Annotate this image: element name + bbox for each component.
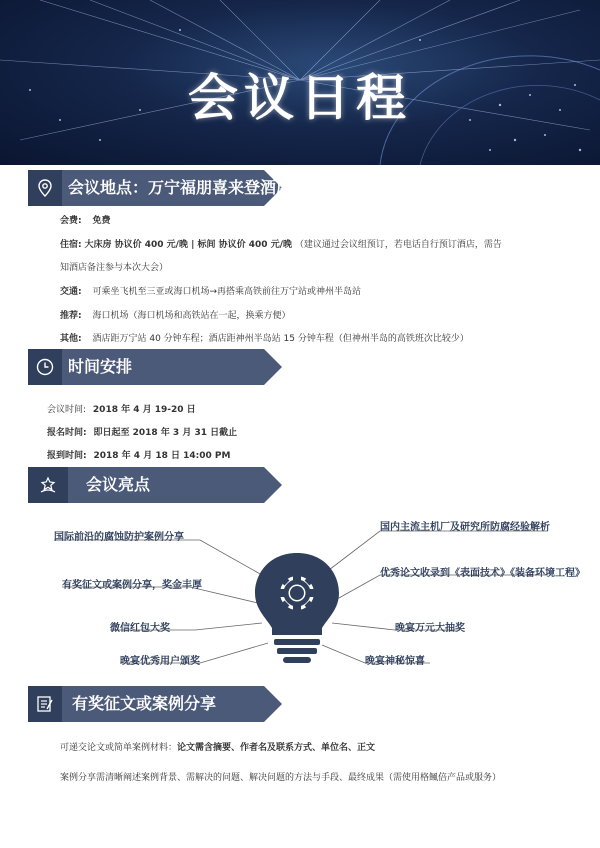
other-label: 其他: [60,334,82,344]
document-edit-icon [35,694,55,714]
clock-icon [35,357,55,377]
schedule-heading: 时间安排 [68,357,133,376]
lodging-note: （建议通过会议组预订，若电话自行预订酒店，需告 [294,240,502,250]
venue-section-banner [28,170,293,206]
highlights-section-banner [28,467,282,503]
lodging-label: 住宿: [60,240,82,250]
highlight-right-2: 优秀论文收录到《表面技术》《装备环境工程》 [380,568,585,579]
fee-row [60,213,111,226]
highlights-icon-box [28,467,68,503]
page-title: 会议日程 [188,69,412,127]
papers-line-1-bold: 论文需含摘要、作者名及联系方式、单位名、正文 [177,743,376,753]
pickup-label: 推荐: [60,311,82,321]
lodging-value: 大床房 协议价 400 元/晚 | 标间 协议价 400 元/晚 [84,240,292,250]
location-pin-icon [35,178,55,198]
venue-icon-box [28,170,62,206]
award-badge-icon [38,475,58,495]
highlight-left-4: 晚宴优秀用户颁奖 [120,656,200,667]
highlight-left-1: 国际前沿的腐蚀防护案例分享 [54,532,184,543]
lodging-note-cont: 知酒店备注参与本次大会） [60,263,169,273]
highlight-left-3: 微信红包大奖 [110,623,170,634]
pickup-value: 海口机场（海口机场和高铁站在一起，换乘方便） [92,311,291,321]
transport-value: 可乘坐飞机至三亚或海口机场→再搭乘高铁前往万宁站或神州半岛站 [92,287,362,297]
signup-time-value: 即日起至 2018 年 3 月 31 日截止 [93,428,238,438]
papers-icon-box [28,686,62,722]
checkin-time-label: 报到时间: [47,451,87,461]
papers-line-1-prefix: 可递交论文或简单案例材料： [60,743,178,753]
papers-heading: 有奖征文或案例分享 [72,694,217,713]
checkin-time-value: 2018 年 4 月 18 日 14:00 PM [93,451,231,461]
meeting-time-value: 2018 年 4 月 19-20 日 [92,405,196,415]
transport-label: 交通: [60,287,82,297]
signup-time-label: 报名时间: [47,428,87,438]
highlight-right-1: 国内主流主机厂及研究所防腐经验解析 [380,522,550,533]
fee-label: 会费: [60,216,82,226]
pickup-row [60,308,291,321]
other-row [60,331,469,344]
fee-value: 免费 [92,216,111,226]
highlight-right-3: 晚宴万元大抽奖 [395,623,465,634]
meeting-time-label: 会议时间: [47,405,87,415]
highlights-heading: 会议亮点 [86,475,151,494]
meeting-time-row [47,402,196,415]
schedule-section-banner [28,349,282,385]
checkin-time-row [47,448,230,461]
signup-time-row [47,425,237,438]
highlight-right-4: 晚宴神秘惊喜 [365,656,425,667]
papers-line-1 [60,740,375,753]
other-value: 酒店距万宁站 40 分钟车程；酒店距神州半岛站 15 分钟车程（但神州半岛的高铁班次比较少） [92,334,469,344]
schedule-icon-box [28,349,62,385]
highlight-left-2: 有奖征文或案例分享，奖金丰厚 [62,580,202,591]
hero-banner [0,0,600,165]
transport-row [60,284,361,297]
papers-line-2: 案例分享需清晰阐述案例背景、需解决的问题、解决问题的方法与手段、最终成果（需使用格鲺倍产品或服务） [60,773,502,783]
venue-heading: 会议地点：万宁福朋喜来登酒店 [68,178,293,197]
lodging-row [60,237,502,250]
papers-section-banner [28,686,282,722]
